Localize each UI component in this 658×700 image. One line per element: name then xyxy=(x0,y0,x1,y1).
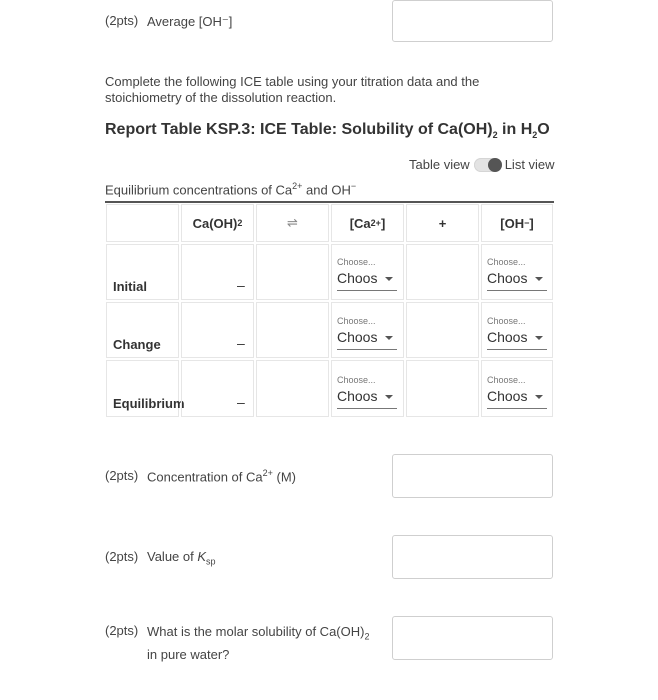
arrow-column-cell xyxy=(256,360,329,417)
plus-column-cell xyxy=(406,360,479,417)
row-label-initial: Initial xyxy=(113,279,147,294)
reactant-dash: – xyxy=(237,394,245,410)
view-toggle xyxy=(409,157,555,172)
table-top-rule xyxy=(105,201,554,203)
dropdown-placeholder: Choose... xyxy=(487,316,526,326)
arrow-column-cell xyxy=(256,244,329,300)
cation-change-dropdown[interactable] xyxy=(337,316,397,350)
view-toggle-switch[interactable] xyxy=(474,158,502,172)
anion-equilibrium-cell xyxy=(481,360,553,417)
concentration-answer-box[interactable] xyxy=(392,454,553,498)
anion-initial-cell xyxy=(481,244,553,300)
points-label: (2pts) xyxy=(105,549,139,564)
dropdown-underline xyxy=(337,290,397,291)
reactant-cell xyxy=(181,360,254,417)
dropdown-placeholder: Choose... xyxy=(487,375,526,385)
ksp-label: Value of $K_{sp}$ xyxy=(147,549,216,567)
average-oh-label: Average [OH⁻] xyxy=(147,14,233,29)
anion-initial-dropdown[interactable] xyxy=(487,257,547,291)
dropdown-value: Choos xyxy=(487,329,528,345)
header-blank-cell xyxy=(106,204,179,242)
points-label: (2pts) xyxy=(105,468,139,483)
dropdown-value: Choos xyxy=(337,329,378,345)
header-reactant: Ca(OH) 2 xyxy=(181,204,254,242)
header-equilibrium-arrow: ⇌ xyxy=(256,204,329,242)
toggle-knob xyxy=(488,158,502,172)
row-label-cell xyxy=(106,360,185,417)
dropdown-value: Choos xyxy=(337,270,378,286)
dropdown-placeholder: Choose... xyxy=(337,257,376,267)
report-table-title: Report Table KSP.3: ICE Table: Solubility of $Ca(OH)_2$ in $H_2O$ xyxy=(105,121,550,141)
dropdown-value: Choos xyxy=(487,388,528,404)
points-label: (2pts) xyxy=(105,623,139,638)
list-view-label[interactable]: List view xyxy=(504,157,555,172)
header-cation: [Ca 2+ ] xyxy=(331,204,404,242)
dropdown-placeholder: Choose... xyxy=(337,316,376,326)
ksp-answer-box[interactable] xyxy=(392,535,553,579)
row-label-cell xyxy=(106,302,179,358)
table-caption: Equilibrium concentrations of $Ca^{2+}$ and OH− xyxy=(105,181,357,198)
chevron-down-icon xyxy=(535,336,543,340)
dropdown-value: Choos xyxy=(337,388,378,404)
average-oh-answer-box[interactable] xyxy=(392,0,553,42)
points-label: (2pts) xyxy=(105,13,139,28)
anion-change-dropdown[interactable] xyxy=(487,316,547,350)
anion-change-cell xyxy=(481,302,553,358)
cation-equilibrium-cell xyxy=(331,360,404,417)
reactant-cell xyxy=(181,244,254,300)
header-anion: [OH − ] xyxy=(481,204,553,242)
chevron-down-icon xyxy=(385,336,393,340)
chevron-down-icon xyxy=(385,395,393,399)
dropdown-underline xyxy=(487,290,547,291)
dropdown-placeholder: Choose... xyxy=(487,257,526,267)
dropdown-underline xyxy=(487,349,547,350)
dropdown-value: Choos xyxy=(487,270,528,286)
molar-solubility-question: What is the molar solubility of $Ca(OH)_2$ in pure water? xyxy=(147,624,370,662)
reactant-dash: – xyxy=(237,335,245,351)
molar-solubility-answer-box[interactable] xyxy=(392,616,553,660)
row-label-equilibrium: Equilibrium xyxy=(113,396,185,411)
cation-equilibrium-dropdown[interactable] xyxy=(337,375,397,409)
row-label-cell xyxy=(106,244,179,300)
chevron-down-icon xyxy=(535,277,543,281)
arrow-column-cell xyxy=(256,302,329,358)
reactant-dash: – xyxy=(237,277,245,293)
plus-column-cell xyxy=(406,302,479,358)
concentration-ca-label: Concentration of $Ca^{2+}$ (M) xyxy=(147,468,296,485)
cation-initial-cell xyxy=(331,244,404,300)
dropdown-underline xyxy=(337,408,397,409)
dropdown-underline xyxy=(487,408,547,409)
table-view-label[interactable]: Table view xyxy=(409,157,470,172)
chevron-down-icon xyxy=(385,277,393,281)
dropdown-underline xyxy=(337,349,397,350)
cation-initial-dropdown[interactable] xyxy=(337,257,397,291)
anion-equilibrium-dropdown[interactable] xyxy=(487,375,547,409)
instructions-text: Complete the following ICE table using your titration data and the stoichiometry of the dissolution reaction. xyxy=(105,74,480,105)
cation-change-cell xyxy=(331,302,404,358)
reactant-cell xyxy=(181,302,254,358)
plus-column-cell xyxy=(406,244,479,300)
row-label-change: Change xyxy=(113,337,161,352)
dropdown-placeholder: Choose... xyxy=(337,375,376,385)
chevron-down-icon xyxy=(535,395,543,399)
header-plus: + xyxy=(406,204,479,242)
